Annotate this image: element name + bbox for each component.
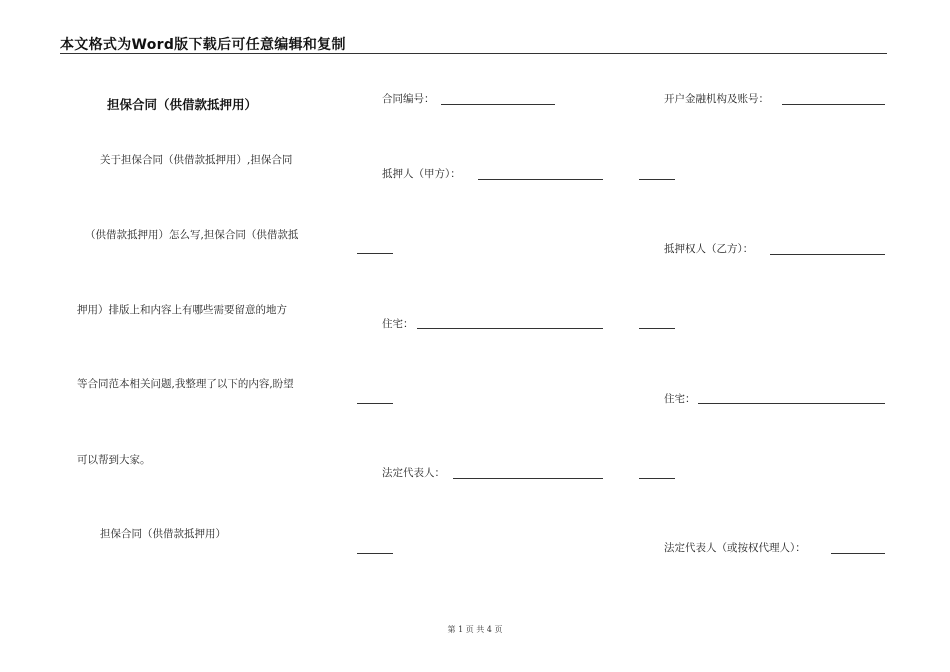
contract-no-label: 合同编号：	[382, 93, 435, 105]
bank-account-blank-cont	[639, 179, 675, 180]
address-a-label: 住宅：	[382, 318, 414, 330]
mortgagee-label: 抵押权人（乙方）：	[664, 243, 754, 255]
page-footer: 第 1 页 共 4 页	[447, 625, 503, 634]
document-title: 担保合同（供借款抵押用）	[107, 97, 258, 112]
address-b-label: 住宅：	[664, 393, 696, 405]
address-a-blank	[417, 328, 603, 329]
intro-line-1: 关于担保合同（供借款抵押用）,担保合同	[100, 154, 293, 166]
address-b-blank-cont	[639, 478, 675, 479]
contract-no-blank	[441, 104, 555, 105]
bank-account-blank	[782, 104, 885, 105]
address-a-blank-cont	[357, 403, 393, 404]
mortgagee-blank	[770, 254, 885, 255]
header-title: 本文格式为Word版下载后可任意编辑和复制	[60, 37, 346, 53]
intro-line-3: 押用）排版上和内容上有哪些需要留意的地方	[77, 304, 287, 316]
intro-line-2: （供借款抵押用）怎么写,担保合同（供借款抵	[85, 229, 299, 241]
legal-rep-b-label: 法定代表人（或按权代理人）：	[664, 542, 806, 554]
mortgagee-blank-cont	[639, 328, 675, 329]
document-subtitle: 担保合同（供借款抵押用）	[100, 528, 226, 540]
intro-line-4: 等合同范本相关问题,我整理了以下的内容,盼望	[77, 378, 294, 390]
address-b-blank	[698, 403, 885, 404]
legal-rep-a-blank	[453, 478, 603, 479]
mortgagor-blank-cont	[357, 253, 393, 254]
mortgagor-label: 抵押人（甲方）：	[382, 168, 461, 180]
legal-rep-a-label: 法定代表人：	[382, 467, 445, 479]
intro-line-5: 可以帮到大家。	[77, 454, 151, 466]
legal-rep-b-blank	[831, 553, 885, 554]
bank-account-label: 开户金融机构及账号：	[664, 93, 769, 105]
header-rule	[60, 53, 887, 54]
legal-rep-a-blank-cont	[357, 553, 393, 554]
mortgagor-blank	[478, 179, 603, 180]
